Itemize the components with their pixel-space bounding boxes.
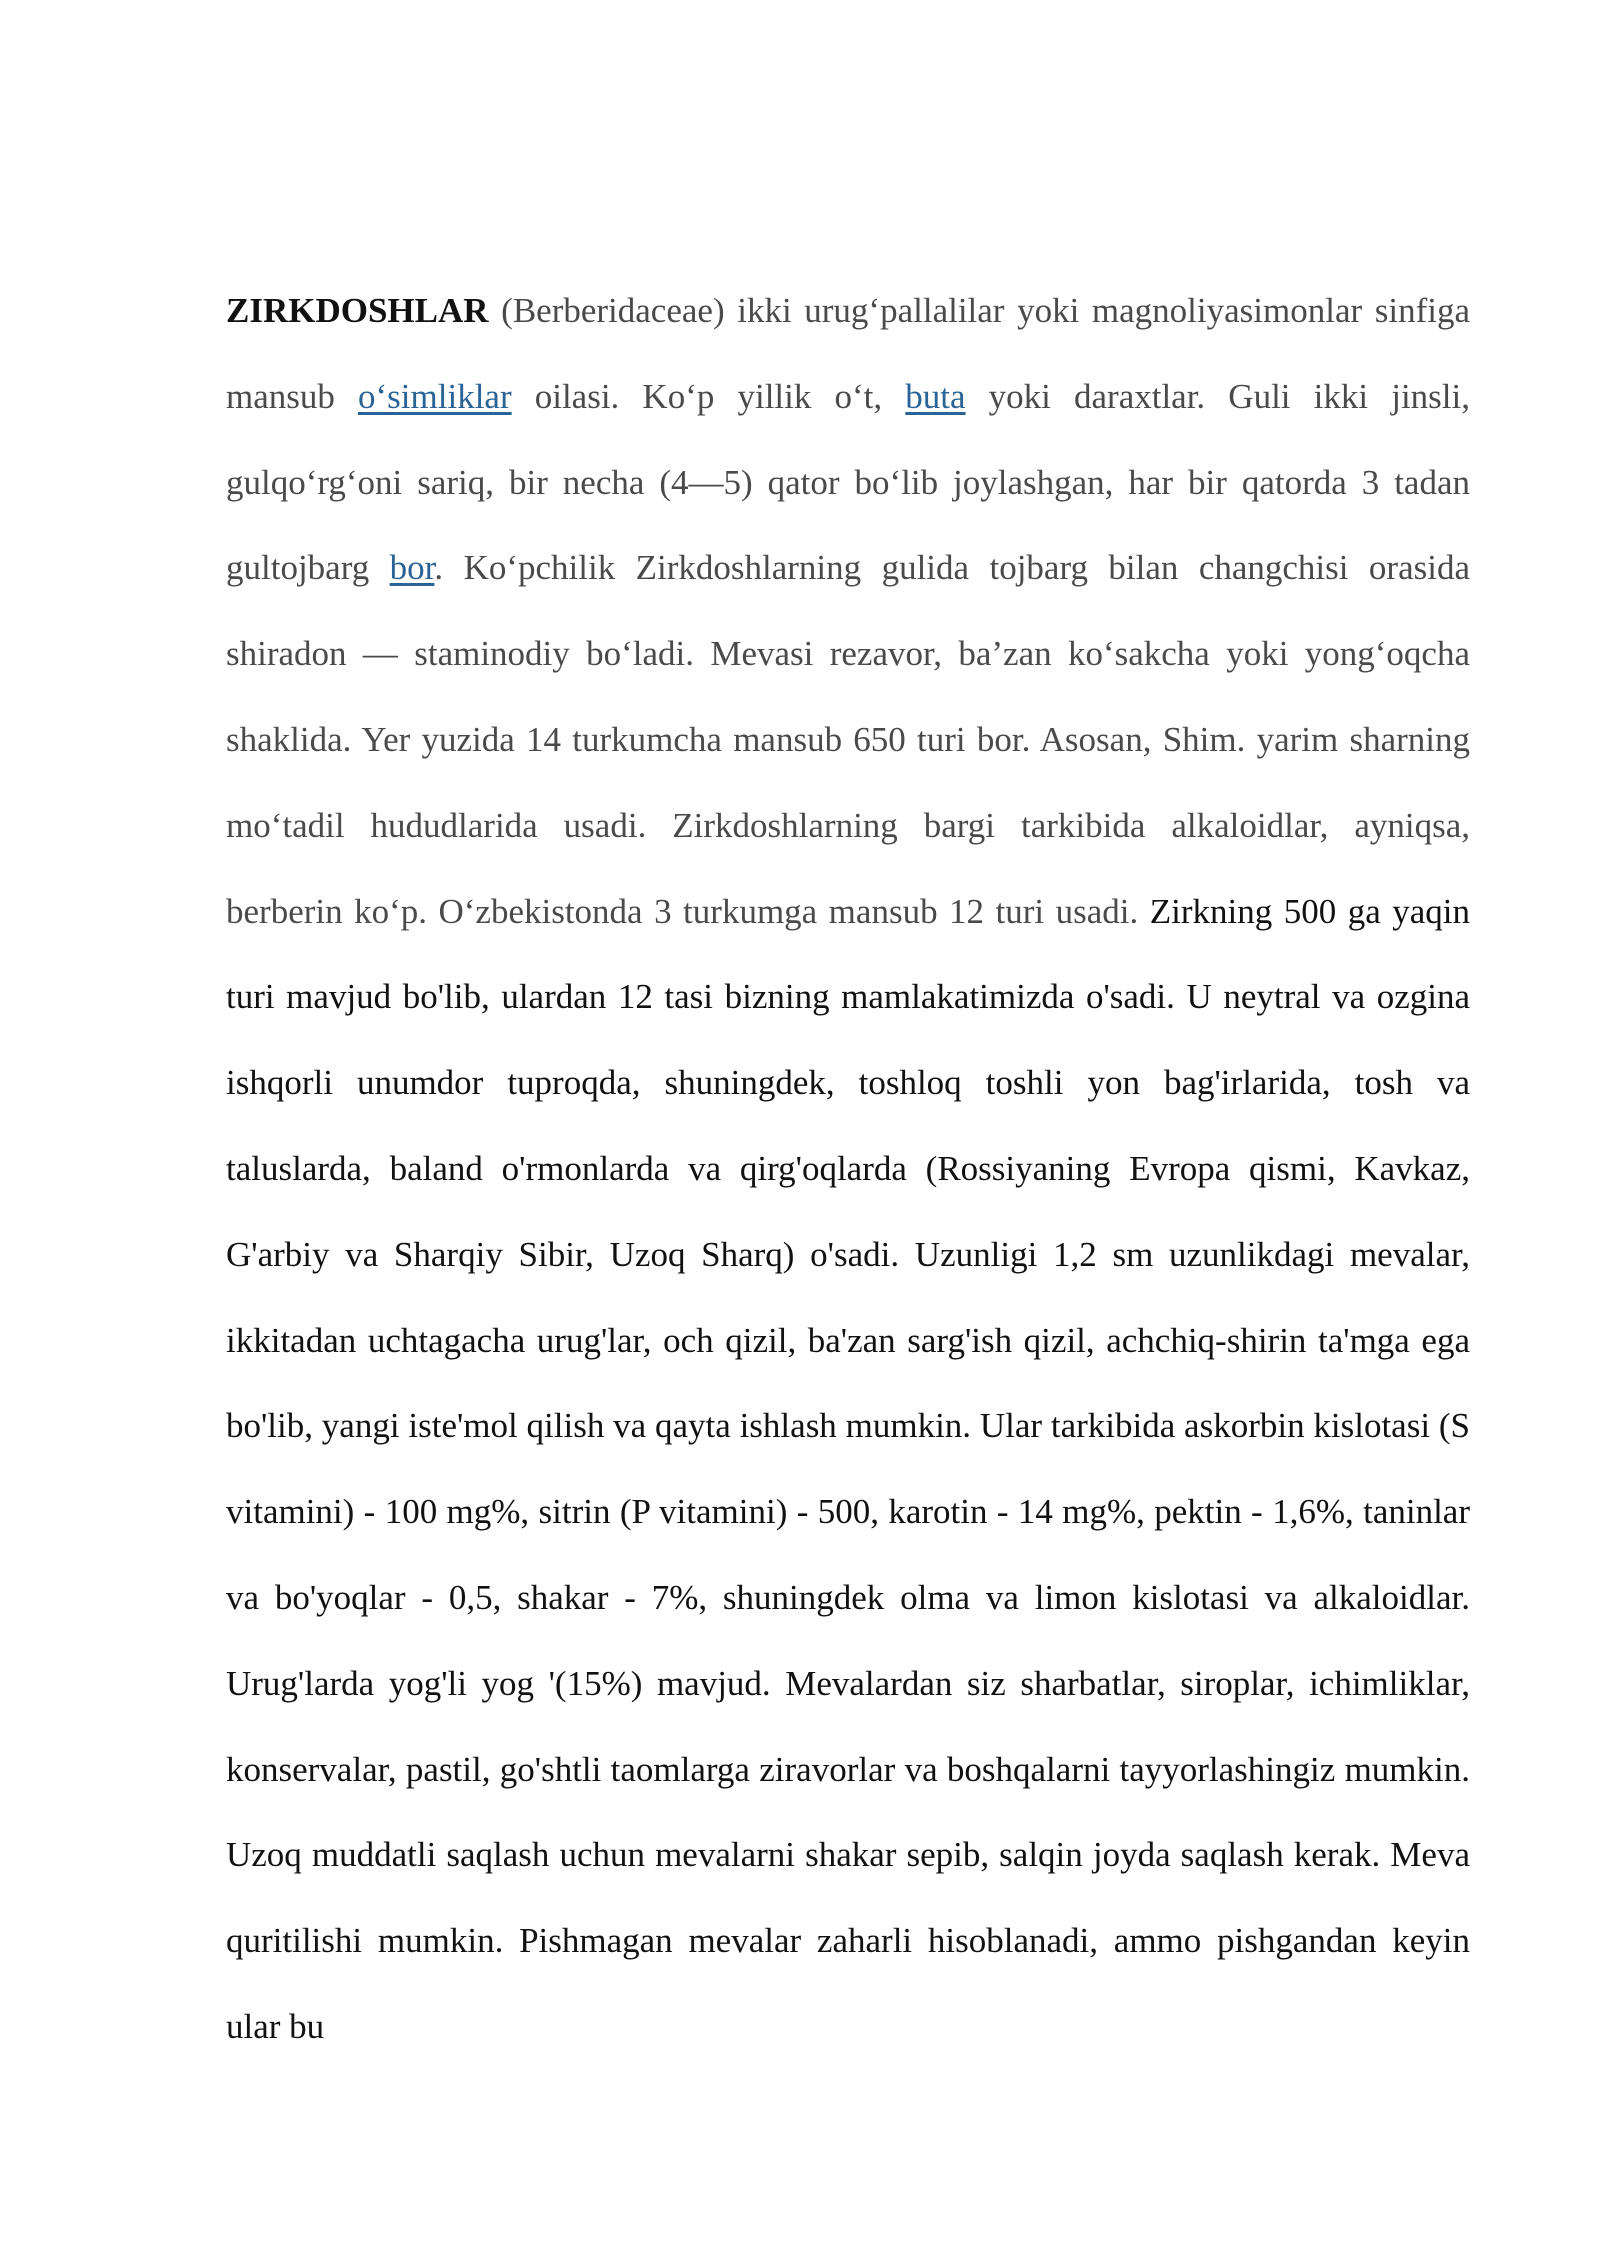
intro-segment-1: (Berberidaceae) ikki urug‘pallalilar yoki magnoliyasimonlar sinfiga mansub [226,291,1470,416]
document-page [226,268,1470,2070]
link-osimliklar[interactable]: o‘simliklar [358,376,512,416]
intro-segment-4: . Ko‘pchilik Zirkdoshlarning gulida tojbarg bilan changchisi orasida shiradon — staminodiy bo‘ladi. Mevasi rezavor, ba’zan ko‘sakcha yoki yong‘oqcha shaklida. Yer yuzida 14 turkumcha mansub 650 turi bor. Asosan, Shim. yarim sharning mo‘tadil hududlarida usadi. Zirkdoshlarning bargi tarkibida alkaloidlar, ayniqsa, berberin ko‘p. O‘zbekistonda 3 turkumga mansub 12 turi usadi. [226,548,1470,931]
article-term: ZIRKDOSHLAR [226,291,489,330]
intro-text [226,291,1470,931]
link-bor[interactable]: bor [389,548,435,588]
intro-segment-3: yoki daraxtlar. Guli ikki jinsli, gulqo‘rg‘oni sariq, bir necha (4—5) qator bo‘lib joylashgan, har bir qatorda 3 tadan gultojbarg [226,376,1470,588]
intro-segment-2: oilasi. Ko‘p yillik o‘t, [511,376,906,416]
body-text: Zirkning 500 ga yaqin turi mavjud bo'lib, ulardan 12 tasi bizning mamlakatimizda o'sadi. U neytral va ozgina ishqorli unumdor tuproqda, shuningdek, toshloq toshli yon bag'irlarida, tosh va taluslarda, baland o'rmonlarda va qirg'oqlarda (Rossiyaning Evropa qismi, Kavkaz, G'arbiy va Sharqiy Sibir, Uzoq Sharq) o'sadi. Uzunligi 1,2 sm uzunlikdagi mevalar, ikkitadan uchtagacha urug'lar, och qizil, ba'zan sarg'ish qizil, achchiq-shirin ta'mga ega bo'lib, yangi iste'mol qilish va qayta ishlash mumkin. Ular tarkibida askorbin kislotasi (S vitamini) - 100 mg%, sitrin (P vitamini) - 500, karotin - 14 mg%, pektin - 1,6%, taninlar va bo'yoqlar - 0,5, shakar - 7%, shuningdek olma va limon kislotasi va alkaloidlar. Urug'larda yog'li yog '(15%) mavjud. Mevalardan siz sharbatlar, siroplar, ichimliklar, konservalar, pastil, go'shtli taomlarga ziravorlar va boshqalarni tayyorlashingiz mumkin. Uzoq muddatli saqlash uchun mevalarni shakar sepib, salqin joyda saqlash kerak. Meva quritilishi mumkin. Pishmagan mevalar zaharli hisoblanadi, ammo pishgandan keyin ular bu [226,891,1470,2046]
article-paragraph [226,268,1470,2070]
link-buta[interactable]: buta [905,376,966,416]
